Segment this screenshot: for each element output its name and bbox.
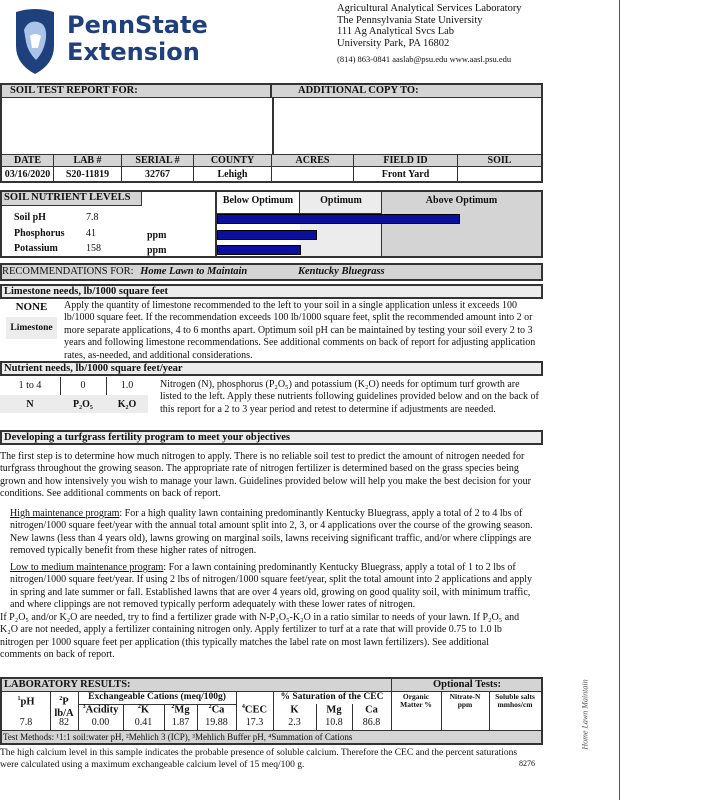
side-label: Home Lawn Maintain (580, 679, 590, 750)
k2o-label: K₂O (117, 399, 137, 410)
calcium-note: The high calcium level in this sample indicates the probable presence of soluble calcium. Therefore the CEC and the percent saturations were calculated using a maximum exchangeable calcium level of 15 meq/100 g. (0, 748, 518, 771)
additional-copy-label: ADDITIONAL COPY TO: (272, 85, 541, 98)
nutrient-name: Potassium (14, 243, 58, 254)
nutrient-needs-text: Nitrogen (N), phosphorus (P₂O₅) and potassium (K₂O) needs for optimum turf growth are listed to the left. Apply these nutrients following guidelines provided below and on the back of this report for a 2 to 3 year period and retest to determine if adjustments are needed. (160, 379, 539, 415)
lab-col-label: Mg (326, 704, 342, 716)
report-info-table (0, 83, 543, 183)
limestone-unit: Limestone (6, 317, 57, 339)
lab-col-value: 10.8 (325, 717, 343, 728)
nutrient-needs-grid (0, 377, 148, 413)
lab-col-label: Acidity (85, 704, 119, 716)
recommendations-bar (0, 263, 543, 281)
report-col-value: 32767 (122, 168, 194, 182)
method-sup: 1 (17, 696, 21, 702)
method-sup: 2 (208, 704, 212, 710)
lab-col-label: K (290, 704, 299, 716)
limestone-amount-block (6, 301, 57, 339)
low-maintenance-title: Low to medium maintenance program (10, 562, 164, 573)
lab-col-header (2, 696, 50, 708)
high-maintenance-text: : For a high quality lawn containing predominantly Kentucky Bluegrass, apply a total of 2 to 4 lbs of nitrogen/1000 square feet/year with the annual total amount split into 2, 3, or 4 applications over the course of the growing season. New lawns (less than 4 years old), lawns growing on marginal soils, lawns receiving significant traffic, and/or where clippings are removed typically benefit from these higher rates of nitrogen. (10, 508, 533, 557)
lab-col-value: 82 (59, 717, 69, 728)
crop-name: Home Lawn to Maintain (140, 266, 248, 277)
penn-state-logo (14, 6, 214, 78)
nutrient-levels-title: SOIL NUTRIENT LEVELS (2, 192, 142, 206)
lab-col-value: 0.41 (134, 717, 153, 728)
lab-col-value: 0.00 (91, 717, 110, 728)
p2o5-label: P₂O₅ (73, 399, 93, 410)
lab-col-label: P lb/A (54, 696, 74, 719)
nutrient-unit: ppm (147, 245, 167, 256)
report-col-header: SERIAL # (122, 155, 194, 168)
report-for-label: SOIL TEST REPORT FOR: (2, 85, 272, 98)
lab-col-header (236, 704, 273, 716)
low-maintenance-text: : For a lawn containing predominantly Kentucky Bluegrass, apply a total of 1 to 2 lbs of nitrogen/1000 square feet/year. If using 2 lbs of nitrogen/1000 square feet/year, split the total amount into 2 applications and apply in spring and late summer or fall. Established lawns that are over 4 years old, growing on good quality soil, with minimum traffic, and where clippings are not removed typically perform adequately with these lower rates of nitrogen. (10, 562, 532, 611)
address-line: 111 Ag Analytical Svcs Lab (337, 26, 455, 37)
report-code: 8276 (519, 759, 535, 768)
lab-col-value: 1.87 (171, 717, 190, 728)
divider (272, 98, 274, 154)
cations-title: Exchangeable Cations (meq/100g) (88, 692, 226, 702)
soil-nutrient-levels (0, 190, 543, 258)
report-col-header: ACRES (272, 155, 354, 168)
optional-test-label: Soluble salts mmhos/cm (495, 692, 535, 709)
logo-line2: Extension (67, 38, 200, 66)
high-maintenance-title: High maintenance program (10, 508, 120, 519)
recommendations-label: RECOMMENDATIONS FOR: (2, 266, 134, 277)
nutrient-level-bar (217, 230, 317, 240)
report-col-value (272, 168, 354, 182)
lab-col-header (78, 704, 123, 716)
nutrient-level-bar (217, 245, 301, 255)
optional-tests-title: Optional Tests: (433, 679, 501, 690)
nutrient-value: 7.8 (86, 212, 99, 223)
limestone-text: Apply the quantity of limestone recommended to the left to your soil in a single application unless it exceeds 100 lb/1000 square feet. If the recommendation exceeds 100 lb/1000 square feet, split the recommended amount into 2 or more separate applications, 4 to 6 months apart. Optimum soil pH can be maintained by testing your soil every 2 to 3 years and following limestone recommendations. See additional comments on back of report for adjusting application rates, as-needed, and additional considerations. (64, 300, 536, 361)
method-sup: 3 (82, 704, 86, 710)
report-col-value: 03/16/2020 (2, 168, 54, 182)
high-maintenance-paragraph (10, 508, 542, 558)
method-sup: 2 (59, 696, 63, 702)
lab-col-value: 7.8 (19, 717, 33, 728)
lab-col-header (273, 704, 316, 716)
method-sup: 2 (137, 704, 141, 710)
lab-col-value: 2.3 (288, 717, 301, 728)
saturation-title: % Saturation of the CEC (280, 692, 384, 702)
lab-col-label: Ca (211, 704, 225, 716)
report-col-header: LAB # (54, 155, 122, 168)
report-col-header: DATE (2, 155, 54, 168)
lab-results-table (0, 677, 543, 745)
lab-col-label: Mg (174, 704, 190, 716)
optional-test-label: Organic Matter % (400, 692, 432, 709)
report-col-value: Lehigh (194, 168, 272, 182)
nutrient-unit: ppm (147, 230, 167, 241)
report-col-header: COUNTY (194, 155, 272, 168)
nutrient-value: 158 (86, 243, 101, 254)
limestone-amount: NONE (15, 301, 48, 313)
n-value: 1 to 4 (18, 380, 42, 391)
nutrient-needs-header: Nutrient needs, lb/1000 square feet/year (0, 361, 543, 376)
lab-col-header (197, 704, 236, 716)
lab-col-label: K (140, 704, 150, 716)
report-col-header: SOIL (487, 155, 512, 166)
nutrient-value: 41 (86, 228, 96, 239)
k2o-value: 1.0 (120, 380, 134, 391)
lab-col-value: 17.3 (245, 717, 264, 728)
address-line: The Pennsylvania State University (337, 14, 483, 26)
band-below-optimum: Below Optimum (217, 192, 300, 214)
low-maintenance-paragraph (10, 562, 542, 612)
contact-line: (814) 863-0841 aaslab@psu.edu www.aasl.psu.edu (337, 54, 512, 64)
lab-col-label: Ca (365, 704, 378, 716)
nutrient-name: Phosphorus (14, 228, 65, 239)
report-col-header: FIELD ID (354, 155, 458, 168)
nittany-lion-shield-icon (14, 8, 56, 74)
limestone-header: Limestone needs, lb/1000 square feet (0, 284, 543, 299)
p2o5-value: 0 (80, 380, 86, 391)
method-sup: 4 (241, 704, 245, 710)
lab-address (337, 3, 522, 66)
report-col-value: S20-11819 (54, 168, 122, 182)
band-above-optimum: Above Optimum (382, 192, 541, 256)
lab-col-label: pH (20, 696, 35, 708)
fertilizer-text: If P₂O₅ and/or K₂O are needed, try to find a fertilizer grade with N-P₂O₅-K₂O in a ratio similar to needs of your lawn. If P₂O₅ and K₂O are not needed, apply a fertilizer containing nitrogen only. Apply fertilizer to turf at a rate that will provide 0.75 to 1.0 lb nitrogen per 1000 square feet per application (this typically matches the label rate on most lawn fertilizers). See additional comments on back of report. (0, 612, 520, 661)
lab-col-header (352, 704, 391, 716)
test-methods: Test Methods: ¹1:1 soil:water pH, ²Mehlich 3 (ICP), ³Mehlich Buffer pH, ⁴Summation of Cations (2, 730, 541, 743)
nutrient-level-bar (217, 214, 460, 224)
address-line: University Park, PA 16802 (337, 37, 450, 49)
lab-col-header (123, 704, 164, 716)
lab-col-header (50, 696, 78, 719)
page-edge (619, 0, 620, 800)
program-intro: The first step is to determine how much nitrogen to apply. There is no reliable soil test to predict the amount of nitrogen needed for turfgrass throughout the growing season. The appropriate rate of nitrogen fertilizer is determined based on the grass species being grown and how intensively you wish to manage your lawn. Guidelines provided below will help you make the best decision for your conditions. See additional comments on back of report. (0, 451, 532, 500)
n-label: N (26, 399, 34, 410)
lab-col-value: 86.8 (362, 717, 381, 728)
nutrient-name: Soil pH (14, 212, 46, 223)
report-col-value: Front Yard (354, 168, 458, 182)
lab-col-label: CEC (244, 704, 268, 716)
lab-col-header (164, 704, 197, 716)
lab-col-header (316, 704, 352, 716)
band-optimum: Optimum (300, 192, 382, 214)
lab-col-value: 19.88 (205, 717, 228, 728)
optional-test-label: Nitrate-N ppm (449, 692, 481, 709)
logo-line1: PennState (67, 11, 208, 39)
method-sup: 2 (171, 704, 175, 710)
report-col-value (458, 168, 541, 182)
lab-results-title: LABORATORY RESULTS: (4, 679, 131, 690)
program-header: Developing a turfgrass fertility program to meet your objectives (0, 430, 543, 445)
grass-type: Kentucky Bluegrass (298, 266, 385, 277)
address-line: Agricultural Analytical Services Laboratory (337, 3, 522, 14)
